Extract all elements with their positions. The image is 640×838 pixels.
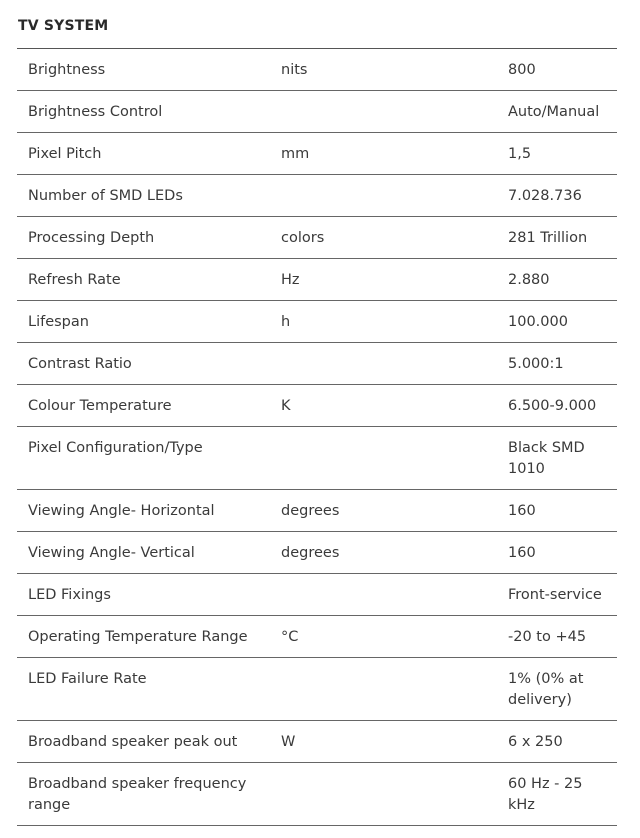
row-value: 160 — [508, 503, 536, 519]
row-label: Contrast Ratio — [28, 356, 132, 372]
row-value: Black SMD 1010 — [508, 440, 585, 477]
table-row — [17, 763, 617, 826]
table-row — [17, 574, 617, 616]
row-value: Auto/Manual — [508, 104, 600, 120]
row-value: 7.028.736 — [508, 188, 582, 204]
row-label: Processing Depth — [28, 230, 155, 246]
row-value: 1% (0% at delivery) — [508, 671, 584, 708]
row-value: 1,5 — [508, 146, 532, 162]
spec-table — [17, 48, 617, 826]
table-row — [17, 343, 617, 385]
row-unit: mm — [281, 146, 310, 162]
row-label: Broadband speaker frequency range — [28, 776, 247, 813]
table-row — [17, 385, 617, 427]
table-row — [17, 721, 617, 763]
table-row — [17, 133, 617, 175]
row-unit: degrees — [281, 503, 340, 519]
row-value: 6.500-9.000 — [508, 398, 597, 414]
row-unit: degrees — [281, 545, 340, 561]
row-value: 60 Hz - 25 kHz — [508, 776, 583, 813]
section-title: TV SYSTEM — [18, 18, 109, 34]
row-label: Pixel Pitch — [28, 146, 102, 162]
row-unit: nits — [281, 62, 308, 78]
row-label: Viewing Angle- Horizontal — [28, 503, 215, 519]
row-label: Operating Temperature Range — [28, 629, 248, 645]
table-row — [17, 658, 617, 721]
table-row — [17, 616, 617, 658]
table-row — [17, 175, 617, 217]
row-value: Front-service — [508, 587, 602, 603]
table-row — [17, 49, 617, 91]
row-label: Brightness — [28, 62, 106, 78]
row-label: LED Failure Rate — [28, 671, 147, 687]
row-unit: °C — [281, 629, 299, 645]
row-value: 6 x 250 — [508, 734, 563, 750]
table-row — [17, 259, 617, 301]
table-row — [17, 217, 617, 259]
row-value: 2.880 — [508, 272, 550, 288]
row-unit: colors — [281, 230, 325, 246]
row-label: Lifespan — [28, 314, 89, 330]
row-value: 5.000:1 — [508, 356, 564, 372]
row-label: Brightness Control — [28, 104, 163, 120]
row-label: Viewing Angle- Vertical — [28, 545, 195, 561]
row-label: Refresh Rate — [28, 272, 121, 288]
row-unit: W — [281, 734, 296, 750]
row-value: 800 — [508, 62, 536, 78]
row-value: 100.000 — [508, 314, 568, 330]
table-row — [17, 427, 617, 490]
table-row — [17, 301, 617, 343]
row-label: Colour Temperature — [28, 398, 172, 414]
row-value: 160 — [508, 545, 536, 561]
row-label: Pixel Configuration/Type — [28, 440, 203, 456]
table-row — [17, 490, 617, 532]
row-unit: h — [281, 314, 291, 330]
row-unit: Hz — [281, 272, 300, 288]
row-label: LED Fixings — [28, 587, 111, 603]
row-value: -20 to +45 — [508, 629, 587, 645]
row-value: 281 Trillion — [508, 230, 588, 246]
table-row — [17, 532, 617, 574]
row-unit: K — [281, 398, 291, 414]
table-row — [17, 91, 617, 133]
row-label: Broadband speaker peak out — [28, 734, 238, 750]
row-label: Number of SMD LEDs — [28, 188, 183, 204]
